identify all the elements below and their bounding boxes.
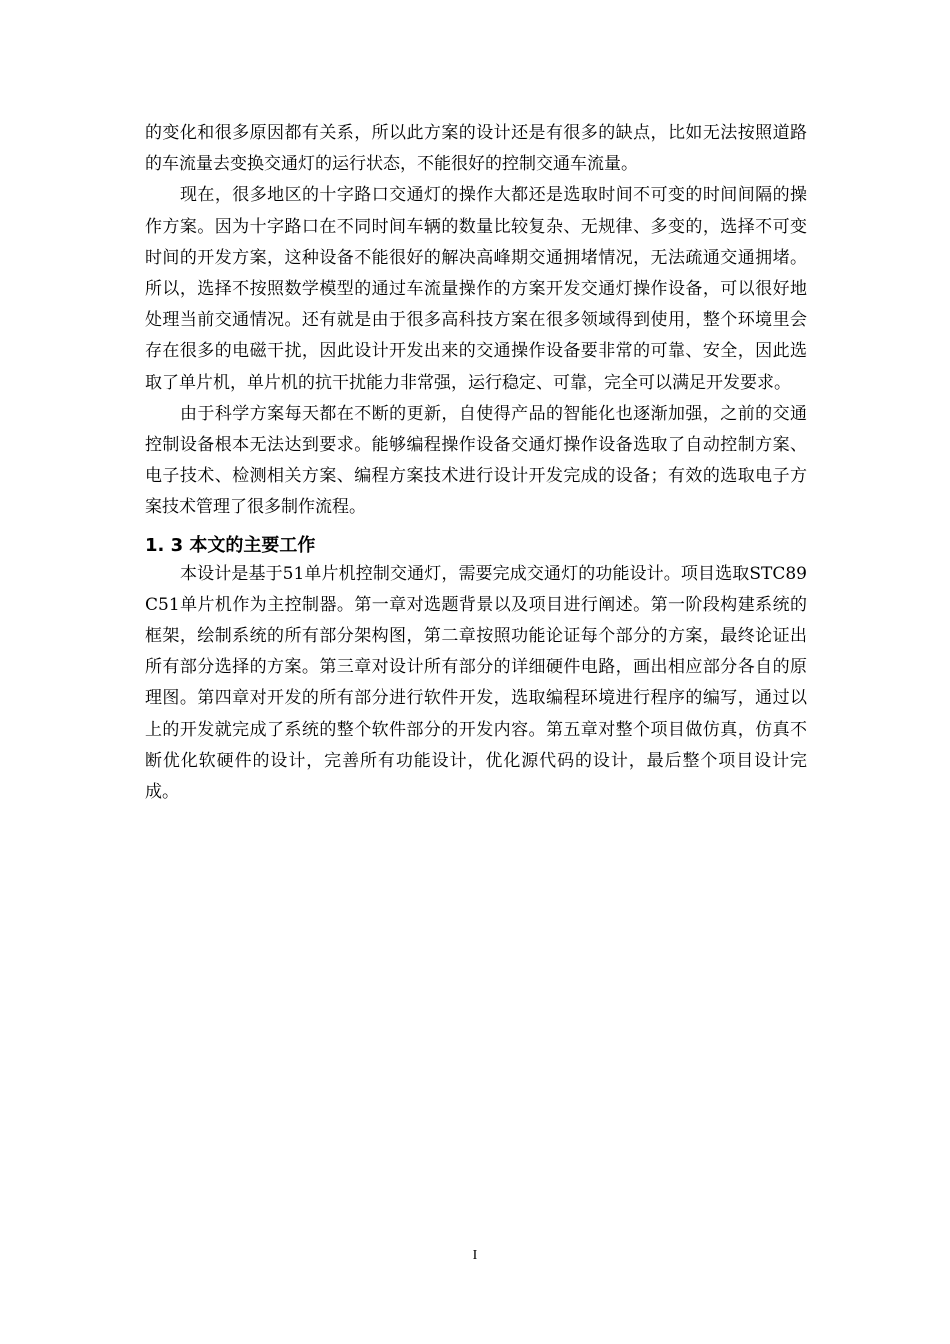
paragraph-main-work: 本设计是基于51单片机控制交通灯，需要完成交通灯的功能设计。项目选取STC89C51单片机作为主控制器。第一章对选题背景以及项目进行阐述。第一阶段构建系统的框架，绘制系统的所有部分架构图，第二章按照功能论证每个部分的方案，最终论证出所有部分选择的方案。第三章对设计所有部分的详细硬件电路，画出相应部分各自的原理图。第四章对开发的所有部分进行软件开发，选取编程环境进行程序的编写，通过以上的开发就完成了系统的整个软件部分的开发内容。第五章对整个项目做仿真，仿真不断优化软硬件的设计，完善所有功能设计，优化源代码的设计，最后整个项目设计完成。 <box>145 563 807 803</box>
section-heading: 1. 3 本文的主要工作 <box>145 534 316 556</box>
page-number: I <box>472 1248 478 1263</box>
paragraph-technology-progress: 由于科学方案每天都在不断的更新，自使得产品的智能化也逐渐加强，之前的交通控制设备根本无法达到要求。能够编程操作设备交通灯操作设备选取了自动控制方案、电子技术、检测相关方案、编程方案技术进行设计开发完成的设备；有效的选取电子方案技术管理了很多制作流程。 <box>145 403 807 518</box>
body-text <box>145 118 807 808</box>
paragraph-current-situation: 现在，很多地区的十字路口交通灯的操作大都还是选取时间不可变的时间间隔的操作方案。因为十字路口在不同时间车辆的数量比较复杂、无规律、多变的，选择不可变时间的开发方案，这种设备不能很好的解决高峰期交通拥堵情况，无法疏通交通拥堵。所以，选择不按照数学模型的通过车流量操作的方案开发交通灯操作设备，可以很好地处理当前交通情况。还有就是由于很多高科技方案在很多领域得到使用，整个环境里会存在很多的电磁干扰，因此设计开发出来的交通操作设备要非常的可靠、安全，因此选取了单片机，单片机的抗干扰能力非常强，运行稳定、可靠，完全可以满足开发要求。 <box>145 185 807 393</box>
paragraph-continuation: 的变化和很多原因都有关系，所以此方案的设计还是有很多的缺点，比如无法按照道路的车流量去变换交通灯的运行状态，不能很好的控制交通车流量。 <box>145 123 807 175</box>
